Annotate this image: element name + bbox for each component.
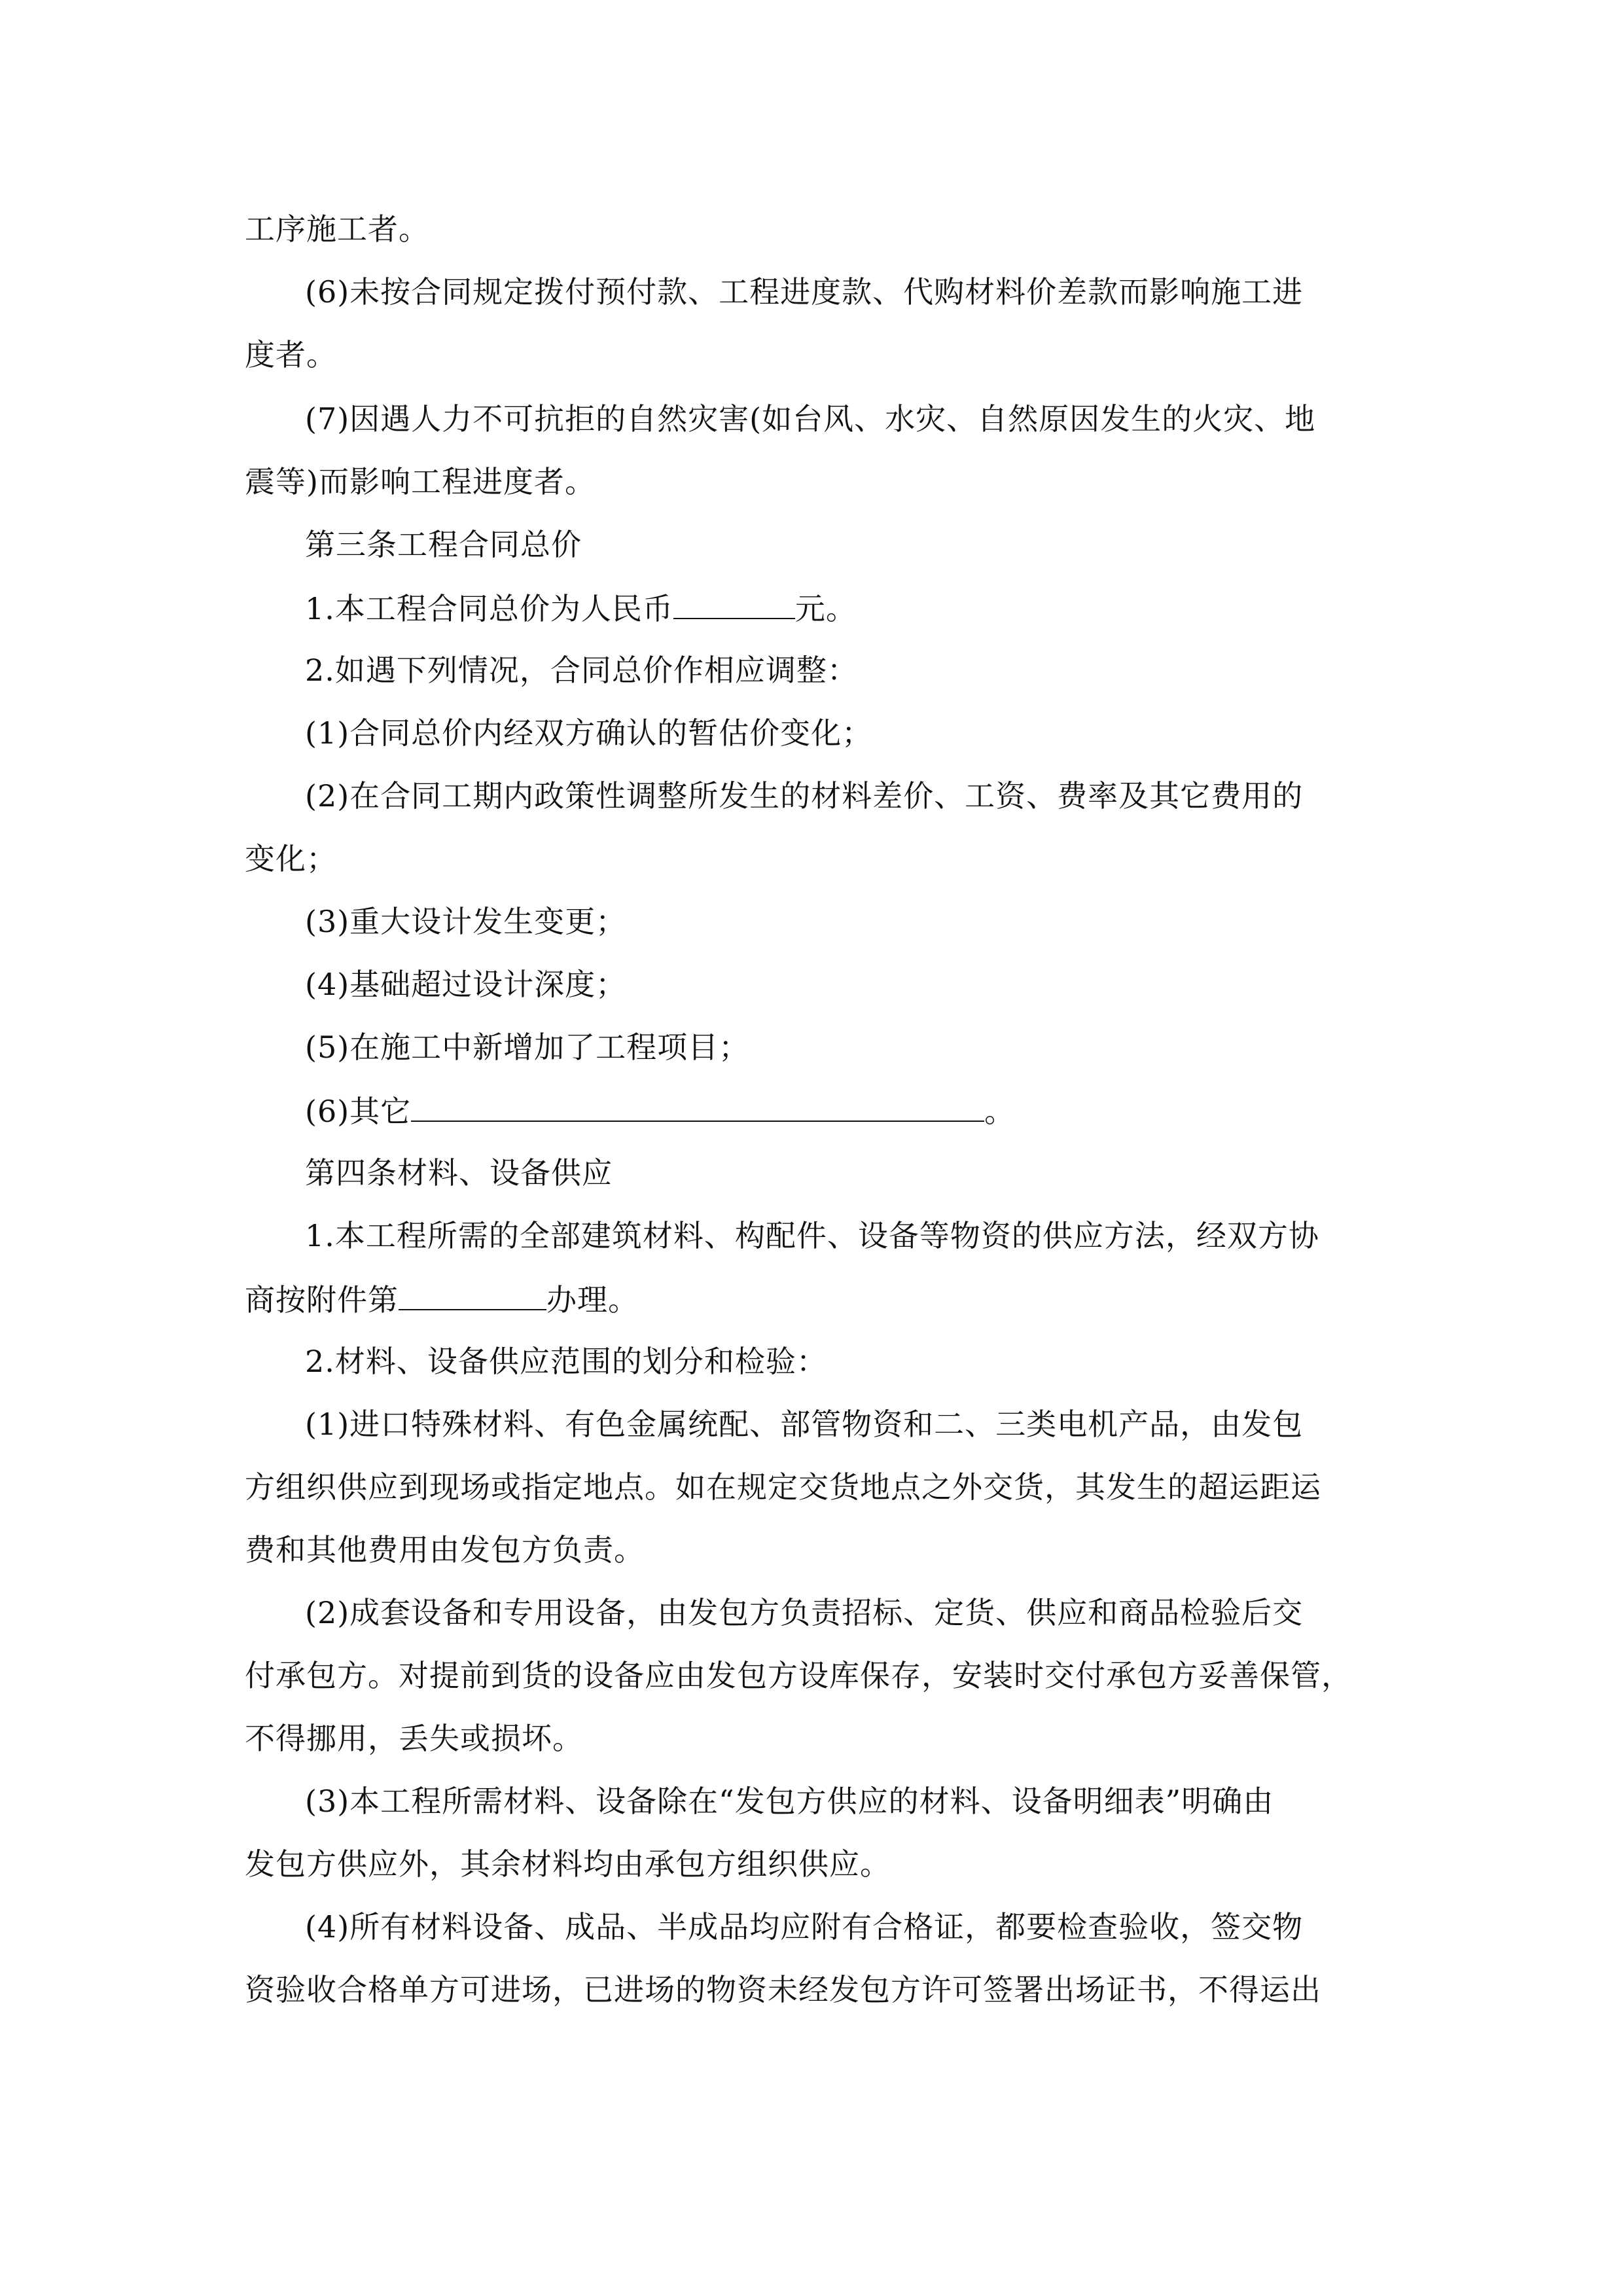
paragraph-line: 发包方供应外，其余材料均由承包方组织供应。 <box>245 1846 891 1882</box>
paragraph-line: 不得挪用，丢失或损坏。 <box>245 1721 583 1756</box>
paragraph-line: (3)重大设计发生变更； <box>305 904 627 939</box>
fill-in-blank <box>399 1280 546 1310</box>
paragraph-line: (2)在合同工期内政策性调整所发生的材料差价、工资、费率及其它费用的 <box>305 778 1304 814</box>
line-text: (6)其它 <box>305 1094 412 1129</box>
paragraph-line: (1)合同总价内经双方确认的暂估价变化； <box>305 715 873 751</box>
paragraph-line: (4)所有材料设备、成品、半成品均应附有合格证，都要检查验收，签交物 <box>305 1909 1304 1945</box>
line-text: 办理。 <box>546 1282 639 1318</box>
paragraph-line: 工序施工者。 <box>245 211 429 247</box>
paragraph-line: 变化； <box>245 841 337 876</box>
paragraph-line: (3)本工程所需材料、设备除在“发包方供应的材料、设备明细表”明确由 <box>305 1784 1274 1819</box>
paragraph-line <box>305 589 857 627</box>
fill-in-blank <box>411 1092 984 1122</box>
paragraph-line: 2.材料、设备供应范围的划分和检验： <box>305 1344 827 1379</box>
paragraph-line <box>245 1280 639 1318</box>
paragraph-line: 资验收合格单方可进场，已进场的物资未经发包方许可签署出场证书，不得运出 <box>245 1972 1321 2007</box>
fill-in-blank <box>673 589 795 619</box>
section-heading: 第三条工程合同总价 <box>305 527 582 562</box>
paragraph-line: 1.本工程所需的全部建筑材料、构配件、设备等物资的供应方法，经双方协 <box>305 1218 1319 1253</box>
paragraph-line: (2)成套设备和专用设备，由发包方负责招标、定货、供应和商品检验后交 <box>305 1595 1304 1630</box>
line-text: 商按附件第 <box>245 1282 399 1318</box>
paragraph-line: (1)进口特殊材料、有色金属统配、部管物资和二、三类电机产品，由发包 <box>305 1407 1304 1442</box>
line-text: 。 <box>984 1094 1016 1129</box>
paragraph-line: 费和其他费用由发包方负责。 <box>245 1532 645 1568</box>
paragraph-line: 方组织供应到现场或指定地点。如在规定交货地点之外交货，其发生的超运距运 <box>245 1469 1321 1505</box>
paragraph-line: (4)基础超过设计深度； <box>305 967 627 1002</box>
paragraph-line: (7)因遇人力不可抗拒的自然灾害(如台风、水灾、自然原因发生的火灾、地 <box>305 401 1316 437</box>
paragraph-line: 付承包方。对提前到货的设备应由发包方设库保存，安装时交付承包方妥善保管， <box>245 1658 1352 1693</box>
line-text: 1.本工程合同总价为人民币 <box>305 591 673 626</box>
paragraph-line: 2.如遇下列情况，合同总价作相应调整： <box>305 653 858 688</box>
section-heading: 第四条材料、设备供应 <box>305 1155 613 1191</box>
paragraph-line: 度者。 <box>245 337 337 372</box>
paragraph-line: (5)在施工中新增加了工程项目； <box>305 1030 750 1065</box>
line-text: 元。 <box>794 591 857 626</box>
paragraph-line <box>305 1092 1015 1130</box>
paragraph-line: (6)未按合同规定拨付预付款、工程进度款、代购材料价差款而影响施工进 <box>305 274 1304 310</box>
paragraph-line: 震等)而影响工程进度者。 <box>245 464 596 499</box>
